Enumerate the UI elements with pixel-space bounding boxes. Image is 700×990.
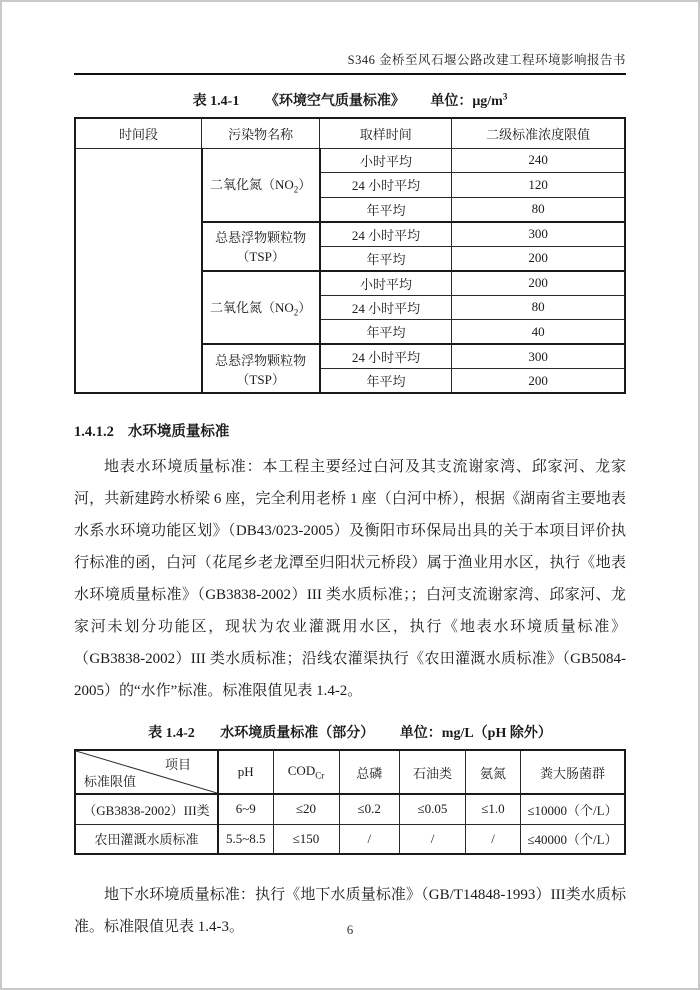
pollutant-cell-no2-2: 二氧化氮$(NO_2)$	[202, 271, 320, 345]
sampling-cell: 小时平均	[320, 148, 452, 173]
section-number: 1.4.1.2	[74, 424, 114, 440]
water-quality-table	[74, 749, 626, 855]
limit-cell: 120	[452, 173, 625, 198]
tp-cell: ≤0.2	[339, 794, 400, 824]
air-quality-table	[74, 117, 626, 394]
page-header	[74, 50, 626, 68]
sampling-cell: 小时平均	[320, 271, 452, 296]
sampling-cell: 24 小时平均	[320, 222, 452, 247]
pollutant-cell-tsp-1: 总悬浮物颗粒物 （TSP）	[202, 222, 320, 271]
standard-name-cell: （GB3838-2002）III类	[75, 794, 218, 824]
table-row	[75, 794, 625, 824]
sampling-cell: 24 小时平均	[320, 295, 452, 320]
nh3n-cell: ≤1.0	[466, 794, 521, 824]
time-period-cell	[75, 148, 202, 393]
coliform-cell: ≤40000（个/L）	[521, 824, 626, 854]
surface-water-paragraph: 地表水环境质量标准：本工程主要经过白河及其支流谢家湾、邱家河、龙家河，共新建跨水桥梁 6 座，完全利用老桥 1 座（白河中桥），根据《湖南省主要地表水系水环境功能区划》（DB43/023-2005）及衡阳市环保局出具的关于本项目评价执行标准的函，白河（花尾乡老龙潭至归阳状元桥段）属于渔业用水区，执行《地表水环境质量标准》（GB3838-2002）III 类水质标准；；白河支流谢家湾、邱家河、龙家河未划分功能区，现状为农业灌溉用水区，执行《地表水环境质量标准》（GB3838-2002）III 类水质标准；沿线农灌渠执行《农田灌溉水质标准》（GB5084-2005）的“水作”标准。标准限值见表 1.4-2。	[74, 459, 626, 699]
col-header-tp: 总磷	[339, 750, 400, 794]
ph-cell: 5.5~8.5	[218, 824, 273, 854]
limit-cell: 200	[452, 369, 625, 394]
air-table-caption-label: 表 1.4-1	[192, 94, 240, 109]
limit-cell: 200	[452, 246, 625, 271]
limit-cell: 300	[452, 344, 625, 369]
header-title: S346 金桥至风石堰公路改建工程环境影响报告书	[347, 53, 626, 67]
oil-cell: /	[400, 824, 466, 854]
diagonal-header-cell	[75, 750, 218, 794]
coliform-cell: ≤10000（个/L）	[521, 794, 626, 824]
sampling-cell: 年平均	[320, 246, 452, 271]
water-table-caption	[74, 722, 626, 742]
limit-cell: 80	[452, 295, 625, 320]
tp-cell: /	[339, 824, 400, 854]
sampling-cell: 年平均	[320, 197, 452, 222]
water-table-caption-title: 水环境质量标准（部分）	[220, 726, 375, 741]
col-header-limit: 二级标准浓度限值	[452, 118, 625, 148]
col-header-pollutant: 污染物名称	[202, 118, 320, 148]
water-table-header-row	[75, 750, 625, 794]
limit-cell: 40	[452, 320, 625, 345]
section-heading	[74, 420, 626, 441]
water-table-caption-label: 表 1.4-2	[148, 726, 195, 741]
nh3n-cell: /	[466, 824, 521, 854]
water-table-caption-unit: 单位：mg/L（pH 除外）	[399, 726, 552, 741]
col-header-sampling: 取样时间	[320, 118, 452, 148]
sampling-cell: 24 小时平均	[320, 173, 452, 198]
col-header-coliform: 粪大肠菌群	[521, 750, 626, 794]
table-row	[75, 824, 625, 854]
air-table-caption-title: 《环境空气质量标准》	[264, 94, 405, 109]
unit-superscript: 3	[502, 91, 508, 102]
sampling-cell: 年平均	[320, 320, 452, 345]
col-header-cod: $COD_{Cr}$	[273, 750, 339, 794]
corner-label-limit: 标准限值	[84, 774, 137, 789]
col-header-oil: 石油类	[400, 750, 466, 794]
standard-name-cell: 农田灌溉水质标准	[75, 824, 218, 854]
groundwater-paragraph: 地下水环境质量标准：执行《地下水质量标准》（GB/T14848-1993）III类水质标准。标准限值见表 1.4-3。	[74, 887, 626, 935]
limit-cell: 80	[452, 197, 625, 222]
air-table-caption-unit: 单位：$\mu g/m^3$	[430, 91, 508, 109]
col-header-nh3n: 氨氮	[466, 750, 521, 794]
cod-cell: ≤150	[273, 824, 339, 854]
sampling-cell: 24 小时平均	[320, 344, 452, 369]
limit-cell: 300	[452, 222, 625, 247]
corner-label-item: 项目	[164, 757, 191, 772]
ph-cell: 6~9	[218, 794, 273, 824]
pollutant-cell-tsp-2: 总悬浮物颗粒物 （TSP）	[202, 344, 320, 393]
limit-cell: 200	[452, 271, 625, 296]
pollutant-cell-no2-1: 二氧化氮$(NO_2)$	[202, 148, 320, 222]
sampling-cell: 年平均	[320, 369, 452, 394]
header-divider	[74, 73, 626, 75]
cod-cell: ≤20	[273, 794, 339, 824]
limit-cell: 240	[452, 148, 625, 173]
col-header-time-period: 时间段	[75, 118, 202, 148]
col-header-ph: pH	[218, 750, 273, 794]
air-table-header-row	[75, 118, 625, 148]
air-table-caption	[74, 90, 626, 110]
page-number: 6	[346, 922, 354, 937]
table-row	[75, 148, 625, 173]
oil-cell: ≤0.05	[400, 794, 466, 824]
section-title: 水环境质量标准	[127, 424, 230, 440]
